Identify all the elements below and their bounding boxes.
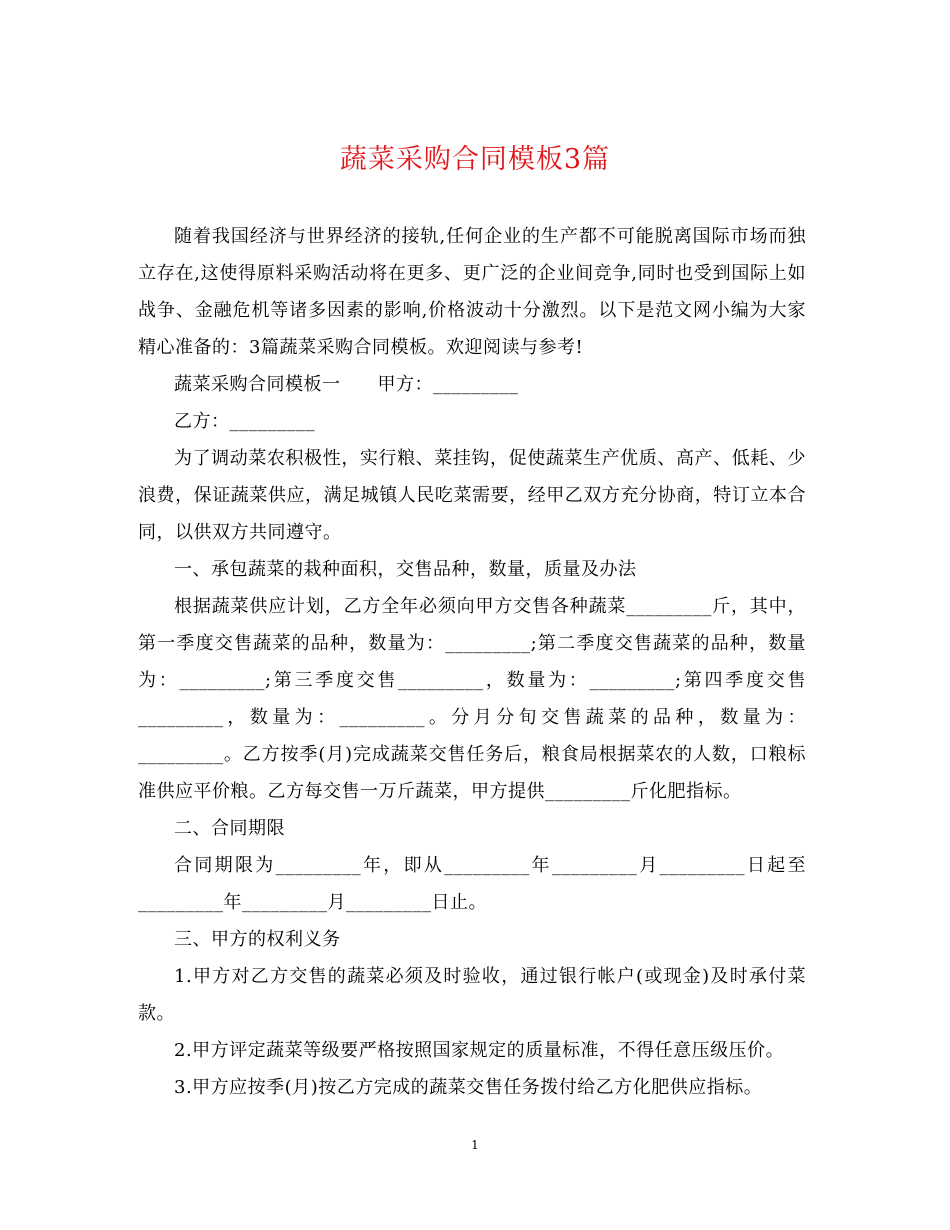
- party-b-line: 乙方：_________: [174, 411, 315, 432]
- intro-paragraph: 随着我国经济与世界经济的接轨,任何企业的生产都不可能脱离国际市场而独立存在,这使得原料采购活动将在更多、更广泛的企业间竞争,同时也受到国际上如战争、金融危机等诸多因素的影响,价格波动十分激烈。以下是范文网小编为大家精心准备的：3篇蔬菜采购合同模板。欢迎阅读与参考!: [138, 226, 806, 358]
- page-number: 1: [471, 1138, 479, 1152]
- section-heading-3: 三、甲方的权利义务: [174, 929, 341, 950]
- document-title: 蔬菜采购合同模板3篇: [339, 144, 611, 175]
- section-3-item-2: 2.甲方评定蔬菜等级要严格按照国家规定的质量标准，不得任意压级压价。: [174, 1040, 785, 1061]
- template-one-party-a: 蔬菜采购合同模板一 甲方：_________: [174, 374, 519, 395]
- section-heading-2: 二、合同期限: [174, 818, 285, 839]
- document-body: [138, 218, 806, 1106]
- section-1-content: 根据蔬菜供应计划，乙方全年必须向甲方交售各种蔬菜_________斤，其中，第一季度交售蔬菜的品种，数量为：_________;第二季度交售蔬菜的品种，数量为：_________;第三季度交售_________，数量为：_________;第四季度交售_________，数量为：_________。分月分旬交售蔬菜的品种，数量为：_________。乙方按季(月)完成蔬菜交售任务后，粮食局根据菜农的人数，口粮标准供应平价粮。乙方每交售一万斤蔬菜，甲方提供_________斤化肥指标。: [138, 596, 806, 802]
- purpose-paragraph: 为了调动菜农积极性，实行粮、菜挂钩，促使蔬菜生产优质、高产、低耗、少浪费，保证蔬菜供应，满足城镇人民吃菜需要，经甲乙双方充分协商，特订立本合同，以供双方共同遵守。: [138, 448, 806, 543]
- section-2-content: 合同期限为_________年，即从_________年_________月_________日起至_________年_________月_________日止。: [138, 855, 806, 913]
- section-3-item-3: 3.甲方应按季(月)按乙方完成的蔬菜交售任务拨付给乙方化肥供应指标。: [174, 1077, 763, 1098]
- section-3-item-1: 1.甲方对乙方交售的蔬菜必须及时验收，通过银行帐户(或现金)及时承付菜款。: [138, 966, 806, 1024]
- section-heading-1: 一、承包蔬菜的栽种面积，交售品种，数量，质量及办法: [174, 559, 637, 580]
